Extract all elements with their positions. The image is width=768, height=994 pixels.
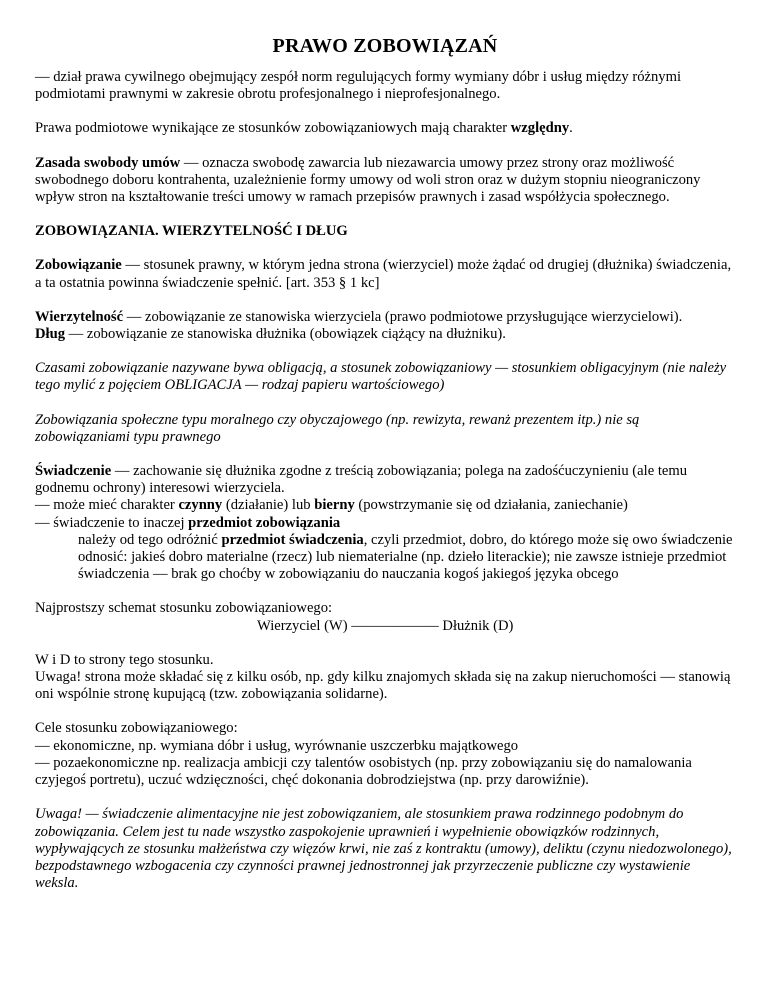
claim-term: Wierzytelność (35, 308, 124, 325)
document-title: PRAWO ZOBOWIĄZAŃ (272, 35, 498, 57)
debt-term: Dług (35, 326, 66, 343)
obligation-paragraph (35, 257, 735, 291)
scheme-diagram-line: Wierzyciel (W) —————— Dłużnik (D) (257, 617, 514, 634)
obligation-term: Zobowiązanie (35, 257, 122, 274)
obligation-text: — stosunek prawny, w którym jedna strona (wierzyciel) może żądać od drugiej (dłużnika) świadczenia, a ta ostatnia powinna świadczenie spełnić. [art. 353 § 1 kc] (35, 257, 732, 291)
freedom-of-contract-paragraph (35, 155, 735, 207)
goals-non-economic: — pozaekonomiczne np. realizacja ambicji czy talentów osobistych (np. przy zobowiązaniu się do namalowania czyjegoś portretu), uczuć wdzięczności, chęć dokonania dobrodziejstwa (np. przy darowiźnie). (35, 754, 692, 789)
claim-text: — zobowiązanie ze stanowiska wierzyciela (prawo podmiotowe przysługujące wierzycielowi). (123, 308, 683, 325)
relative-rights-text: Prawa podmiotowe wynikające ze stosunków zobowiązaniowych mają charakter (35, 120, 511, 137)
performance-object-block (35, 532, 735, 584)
performance-text: — zachowanie się dłużnika zgodne z treścią zobowiązania; polega na zadośćuczynieniu (ale temu godnemu ochrony) interesowi wierzyciela. (35, 463, 688, 497)
scheme-intro: Najprostszy schemat stosunku zobowiązaniowego: (35, 600, 333, 617)
debt-text: — zobowiązanie ze stanowiska dłużnika (obowiązek ciążący na dłużniku). (65, 326, 506, 343)
performance-character-mid: (działanie) lub (222, 497, 315, 514)
social-obligations-paragraph: Zobowiązania społeczne typu moralnego czy obyczajowego (np. rewizyta, rewanż prezentem itp.) nie są zobowiązaniami typu prawnego (35, 411, 640, 445)
scheme-paragraph (35, 600, 735, 634)
freedom-of-contract-term: Zasada swobody umów (35, 154, 181, 171)
freedom-of-contract-text: — oznacza swobodę zawarcia lub niezawarcia umowy przez strony oraz możliwość swobodnego doboru kontrahenta, uzależnienie formy umowy od woli stron oraz w dużym stopniu nieograniczony wpływ stron na kształtowanie treści umowy w ramach przepisów prawnych i zasad współżycia społecznego. (35, 154, 701, 206)
goals-paragraph (35, 720, 735, 789)
relative-rights-end: . (569, 120, 573, 137)
object-of-performance-term: przedmiot świadczenia (221, 531, 364, 548)
performance-character-end: (powstrzymanie się od działania, zaniechanie) (354, 497, 628, 514)
document-page (35, 34, 735, 909)
passive-term: bierny (314, 497, 355, 514)
definition-paragraph (35, 69, 735, 103)
relative-rights-bold: względny (510, 120, 570, 137)
definition-text: — dział prawa cywilnego obejmujący zespół norm regulujących formy wymiany dóbr i usług między różnymi podmiotami prawnymi w zakresie obrotu profesjonalnego i nieprofesjonalnego. (35, 69, 682, 103)
goals-economic: — ekonomiczne, np. wymiana dóbr i usług, wyrównanie uszczerbku majątkowego (35, 737, 519, 754)
parties-text: W i D to strony tego stosunku. (35, 651, 214, 668)
performance-object-pre: należy od tego odróżnić (78, 531, 222, 548)
performance-object-text: , czyli przedmiot, dobro, do którego może się owo świadczenie odnosić: jakieś dobro materialne (rzecz) lub niematerialne (np. dzieło literackie); nie zawsze istnieje przedmiot świadczenia — brak go choćby w zobowiązaniu do nauczania kogoś jakiegoś języka obcego (78, 531, 733, 583)
performance-paragraph (35, 463, 735, 583)
parties-note: Uwaga! strona może składać się z kilku osób, np. gdy kilku znajomych składa się na zakup nieruchomości — stanowią oni wspólnie stronę kupującą (tzw. zobowiązania solidarne). (35, 669, 731, 703)
section-heading: ZOBOWIĄZANIA. WIERZYTELNOŚĆ I DŁUG (35, 223, 348, 240)
object-of-obligation-term: przedmiot zobowiązania (188, 514, 341, 531)
goals-intro: Cele stosunku zobowiązaniowego: (35, 720, 238, 737)
performance-alias-text: — świadczenie to inaczej (35, 514, 189, 531)
active-term: czynny (178, 497, 223, 514)
alimony-note-paragraph: Uwaga! — świadczenie alimentacyjne nie jest zobowiązaniem, ale stosunkiem prawa rodzinnego podobnym do zobowiązania. Celem jest tu nade wszystko zaspokojenie uprawnień i wypełnienie obowiązków rodzinnych, wypływających ze stosunku małżeństwa czy więzów krwi, nie zaś z kontraktu (umowy), deliktu (czynu niedozwolonego), bezpodstawnego wzbogacenia czy czynności prawnej jednostronnej jak przyrzeczenie publiczne czy wystawienie weksla. (35, 806, 732, 892)
claim-debt-paragraph (35, 309, 735, 343)
performance-character-text: — może mieć charakter (35, 497, 179, 514)
relative-rights-paragraph (35, 120, 735, 137)
obligation-note-paragraph: Czasami zobowiązanie nazywane bywa obligacją, a stosunek zobowiązaniowy — stosunkiem obligacyjnym (nie należy tego mylić z pojęciem OBLIGACJA — rodzaj papieru wartościowego) (35, 360, 727, 394)
parties-paragraph (35, 652, 735, 704)
performance-term: Świadczenie (35, 463, 112, 480)
